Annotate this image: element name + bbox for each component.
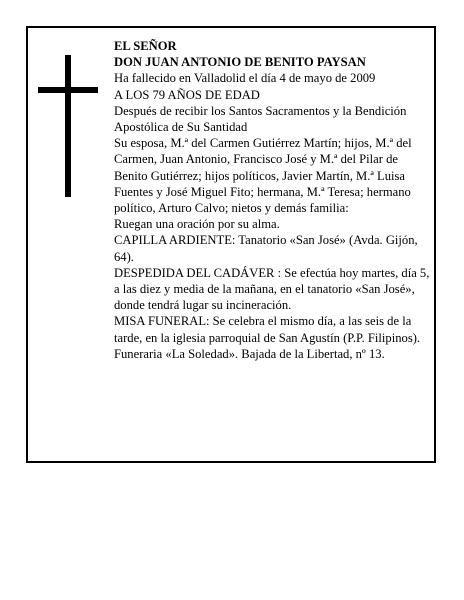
cross-vertical-bar (65, 55, 71, 197)
notice-title: EL SEÑOR (114, 39, 177, 53)
cross-horizontal-bar (38, 87, 98, 93)
family-paragraph: Su esposa, M.ª del Carmen Gutiérrez Martín; hijos, M.ª del Carmen, Juan Antonio, Francisco José y M.ª del Pilar de Benito Gutiérrez; hijos políticos, Javier Martín, M.ª Luisa Fuentes y José Miguel Fito; hermana, M.ª Teresa; hermano político, Arturo Calvo; nietos y demás familia: (114, 136, 412, 216)
age-line: A LOS 79 AÑOS DE EDAD (114, 87, 260, 102)
chapel-paragraph: CAPILLA ARDIENTE: Tanatorio «San José» (Avda. Gijón, 64). (114, 233, 418, 264)
cross-icon (38, 55, 98, 197)
deceased-name: DON JUAN ANTONIO DE BENITO PAYSAN (114, 55, 366, 70)
obituary-text (114, 38, 434, 362)
sacraments-paragraph: Después de recibir los Santos Sacramentos y la Bendición Apostólica de Su Santidad (114, 103, 407, 135)
death-line: Ha fallecido en Valladolid el día 4 de mayo de 2009 (114, 71, 376, 86)
farewell-paragraph: DESPEDIDA DEL CADÁVER : Se efectúa hoy martes, día 5, a las diez y media de la mañana, en el tanatorio «San José», donde tendrá lugar su incineración. (114, 265, 430, 313)
prayer-line: Ruegan una oración por su alma. (114, 217, 280, 232)
mass-paragraph: MISA FUNERAL: Se celebra el mismo día, a las seis de la tarde, en la iglesia parroquial de San Agustín (P.P. Filipinos). (114, 314, 421, 345)
funeral-home-line: Funeraria «La Soledad». Bajada de la Libertad, nº 13. (114, 346, 385, 361)
